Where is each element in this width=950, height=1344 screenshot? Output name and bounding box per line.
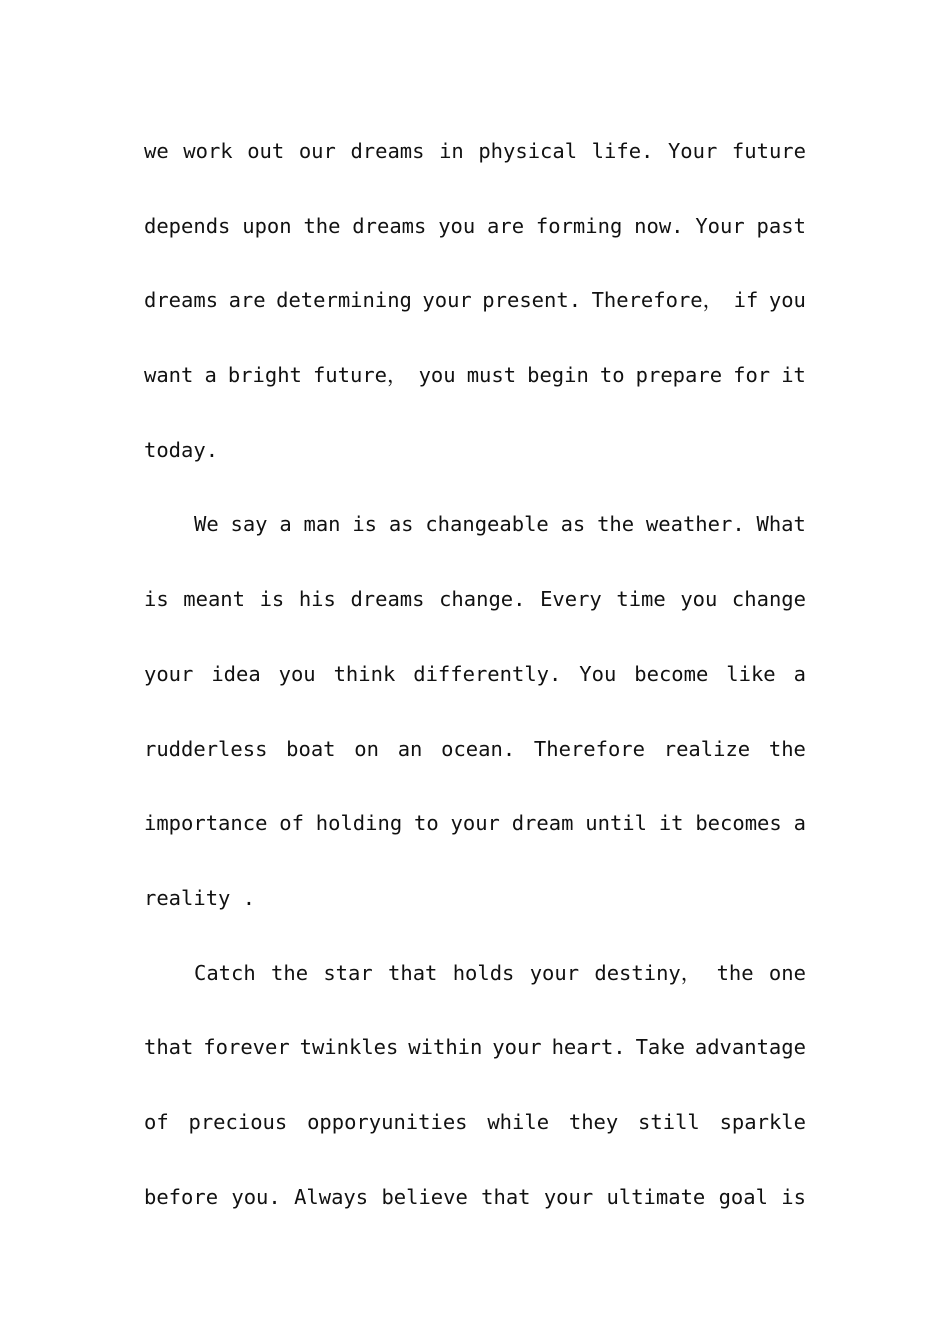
- word: change: [731, 587, 806, 612]
- word: believe: [381, 1184, 468, 1209]
- word: to: [414, 811, 439, 836]
- word: Therefore: [533, 736, 645, 761]
- word: his: [298, 587, 336, 612]
- word: like: [726, 661, 776, 686]
- word: you: [768, 288, 806, 313]
- word: begin: [527, 363, 589, 388]
- word: change.: [439, 587, 526, 612]
- word: to: [599, 363, 625, 388]
- word: your: [450, 811, 500, 836]
- text-line: [144, 357, 806, 432]
- word: if: [733, 288, 759, 313]
- word: you: [418, 363, 456, 388]
- word: idea: [211, 661, 261, 686]
- word: becomes: [695, 811, 782, 836]
- word: as: [388, 512, 414, 537]
- word: dreams: [350, 587, 425, 612]
- text-line: [144, 955, 806, 1030]
- word: is: [781, 1184, 806, 1209]
- word: is: [144, 587, 169, 612]
- word: out: [247, 139, 285, 163]
- word: until: [585, 811, 647, 836]
- word: weather.: [645, 512, 745, 537]
- word: one: [768, 960, 806, 985]
- word: determining: [276, 288, 412, 313]
- word: holds: [452, 960, 515, 985]
- word: on: [354, 736, 379, 761]
- word: they: [568, 1109, 619, 1134]
- word: differently.: [413, 661, 562, 686]
- word: ultimate: [606, 1184, 706, 1209]
- word: your: [543, 1184, 594, 1209]
- text-line: reality .: [144, 885, 256, 910]
- text-line: [144, 1104, 806, 1179]
- word: Every: [540, 587, 602, 612]
- word: your: [422, 288, 472, 313]
- word: still: [638, 1109, 700, 1134]
- word: time: [616, 587, 666, 612]
- word: that: [481, 1184, 531, 1209]
- word: rudderless: [144, 736, 268, 761]
- word: are: [228, 288, 266, 313]
- word: you: [680, 587, 718, 612]
- word: opporyunities: [307, 1109, 468, 1134]
- word: a: [793, 661, 806, 686]
- word: within: [408, 1035, 483, 1060]
- text-line: [144, 282, 806, 357]
- word: while: [487, 1109, 550, 1134]
- word: twinkles: [299, 1035, 399, 1060]
- text-line: [144, 805, 806, 880]
- word: our: [298, 139, 336, 163]
- word: prepare: [635, 363, 723, 388]
- word: as: [560, 512, 586, 537]
- word: you.: [231, 1184, 281, 1209]
- word: present.: [482, 288, 582, 313]
- text-line: [144, 1029, 806, 1104]
- word: precious: [188, 1109, 288, 1134]
- word: meant: [183, 587, 245, 612]
- word: star: [323, 960, 373, 985]
- word: a: [279, 512, 292, 537]
- text-line: [144, 506, 806, 581]
- word: become: [634, 661, 709, 686]
- word: man: [303, 512, 341, 537]
- word: Therefore，: [591, 288, 724, 313]
- word: a: [793, 811, 806, 836]
- word: ocean.: [441, 736, 516, 761]
- word: forming: [535, 213, 623, 238]
- word: the: [716, 960, 754, 985]
- word: it: [658, 811, 684, 836]
- word: We: [194, 512, 219, 537]
- word: heart.: [551, 1035, 626, 1060]
- word: depends: [144, 213, 231, 238]
- word: sparkle: [719, 1109, 806, 1134]
- word: the: [768, 736, 806, 761]
- word: of: [279, 811, 304, 836]
- word: say: [230, 512, 268, 537]
- word: Your: [695, 213, 745, 238]
- word: before: [144, 1184, 219, 1209]
- word: your: [144, 661, 194, 686]
- word: dreams: [350, 139, 425, 163]
- word: past: [756, 213, 806, 238]
- word: is: [259, 587, 285, 612]
- word: boat: [286, 736, 336, 761]
- word: your: [492, 1035, 542, 1060]
- text-line: [144, 208, 806, 283]
- word: forever: [203, 1035, 290, 1060]
- word: you: [438, 213, 476, 238]
- word: the: [597, 512, 635, 537]
- text-line: [144, 581, 806, 656]
- word: life.: [591, 139, 654, 163]
- word: you: [278, 661, 316, 686]
- word: must: [466, 363, 517, 388]
- word: goal: [718, 1184, 768, 1209]
- word: is: [352, 512, 378, 537]
- word: You: [579, 661, 617, 686]
- text-line: today.: [144, 437, 219, 462]
- word: future，: [312, 363, 408, 388]
- word: advantage: [694, 1035, 806, 1060]
- word: we: [144, 139, 169, 163]
- word: think: [333, 661, 396, 686]
- word: in: [439, 139, 464, 163]
- word: the: [271, 960, 309, 985]
- word: of: [144, 1109, 169, 1134]
- word: it: [781, 363, 806, 388]
- word: physical: [478, 139, 578, 163]
- word: Catch: [194, 960, 256, 985]
- text-line: [144, 133, 806, 208]
- word: that: [144, 1035, 194, 1060]
- word: Take: [635, 1035, 685, 1060]
- text-line: [144, 656, 806, 731]
- word: bright: [227, 363, 302, 388]
- word: upon: [242, 213, 292, 238]
- word: are: [487, 213, 525, 238]
- word: Always: [294, 1184, 369, 1209]
- text-line: [144, 1179, 806, 1254]
- word: that: [388, 960, 438, 985]
- word: dreams: [144, 288, 219, 313]
- word: your: [529, 960, 580, 985]
- word: work: [183, 139, 233, 163]
- word: What: [756, 512, 806, 537]
- word: now.: [634, 213, 684, 238]
- word: for: [733, 363, 771, 388]
- word: realize: [663, 736, 751, 761]
- word: holding: [315, 811, 403, 836]
- word: Your: [667, 139, 718, 163]
- text-line: [144, 731, 806, 806]
- word: dreams: [352, 213, 427, 238]
- word: want: [144, 363, 194, 388]
- word: an: [397, 736, 423, 761]
- word: the: [303, 213, 341, 238]
- word: changeable: [425, 512, 549, 537]
- word: future: [731, 139, 806, 163]
- word: a: [204, 363, 217, 388]
- word: importance: [144, 811, 268, 836]
- word: destiny，: [594, 960, 702, 985]
- body-text: [144, 133, 806, 1253]
- word: dream: [511, 811, 574, 836]
